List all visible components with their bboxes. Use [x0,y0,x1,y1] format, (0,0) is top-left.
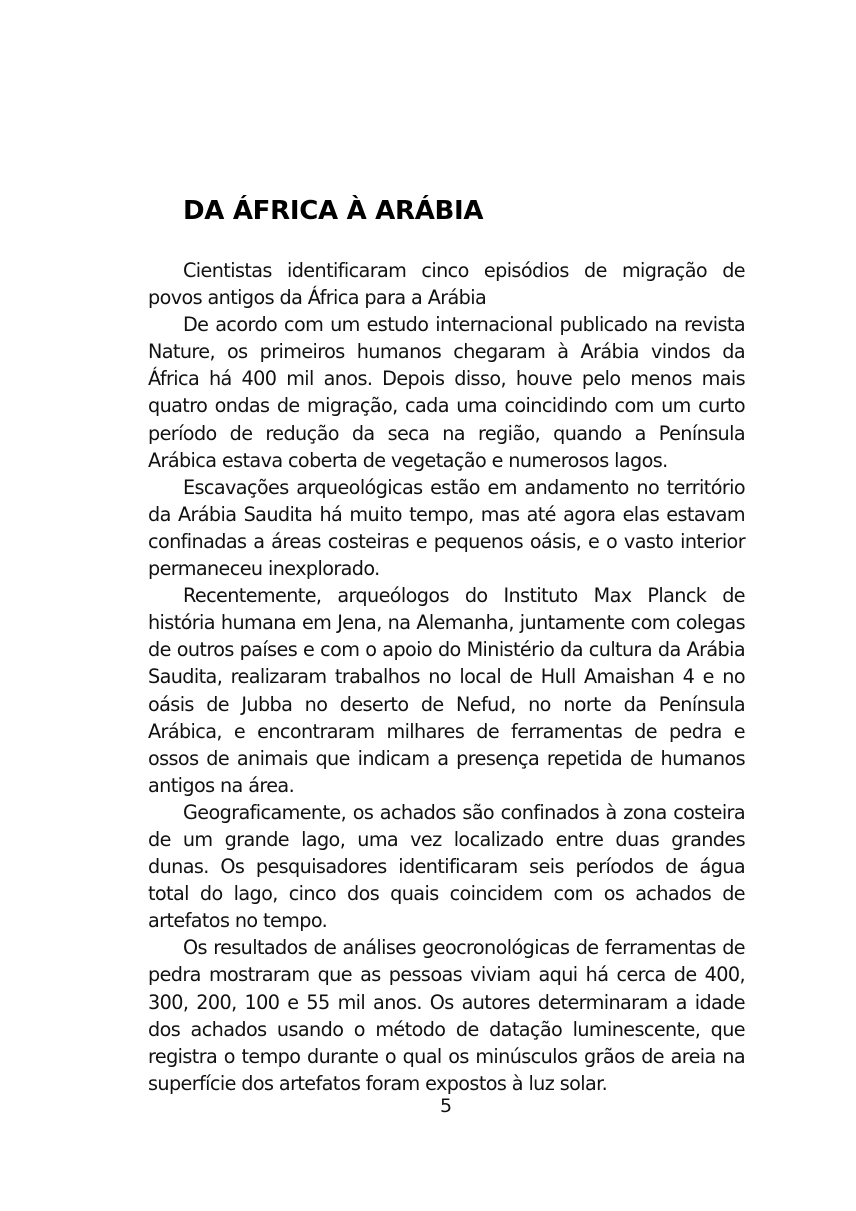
paragraph: Recentemente, arqueólogos do Instituto Max Planck de história humana em Jena, na Alemanha, juntamente com colegas de outros países e com o apoio do Ministério da cultura da Arábia Saudita, realizaram trabalhos no local de Hull Amaishan 4 e no oásis de Jubba no deserto de Nefud, no norte da Península Arábica, e encontraram milhares de ferramentas de pedra e ossos de animais que indicam a presença repetida de humanos antigos na área. [148,584,745,797]
paragraph: Geograficamente, os achados são confinados à zona costeira de um grande lago, uma vez localizado entre duas grandes dunas. Os pesquisadores identificaram seis períodos de água total do lago, cinco dos quais coincidem com os achados de artefatos no tempo. [148,800,745,933]
body-text [148,257,745,1097]
paragraph: De acordo com um estudo internacional publicado na revista Nature, os primeiros humanos chegaram à Arábia vindos da África há 400 mil anos. Depois disso, houve pelo menos mais quatro ondas de migração, cada uma coincidindo com um curto período de redução da seca na região, quando a Península Arábica estava coberta de vegetação e numerosos lagos. [148,313,745,472]
paragraph: Escavações arqueológicas estão em andamento no território da Arábia Saudita há muito tempo, mas até agora elas estavam confinadas a áreas costeiras e pequenos oásis, e o vasto interior permaneceu inexplorado. [148,475,745,581]
paragraph: Cientistas identificaram cinco episódios de migração de povos antigos da África para a Arábia [148,259,745,310]
chapter-title: DA ÁFRICA À ARÁBIA [183,196,484,226]
paragraph: Os resultados de análises geocronológicas de ferramentas de pedra mostraram que as pessoas viviam aqui há cerca de 400, 300, 200, 100 e 55 mil anos. Os autores determinaram a idade dos achados usando o método de datação luminescente, que registra o tempo durante o qual os minúsculos grãos de areia na superfície dos artefatos foram expostos à luz solar. [148,936,745,1095]
page-number: 5 [439,1095,453,1117]
